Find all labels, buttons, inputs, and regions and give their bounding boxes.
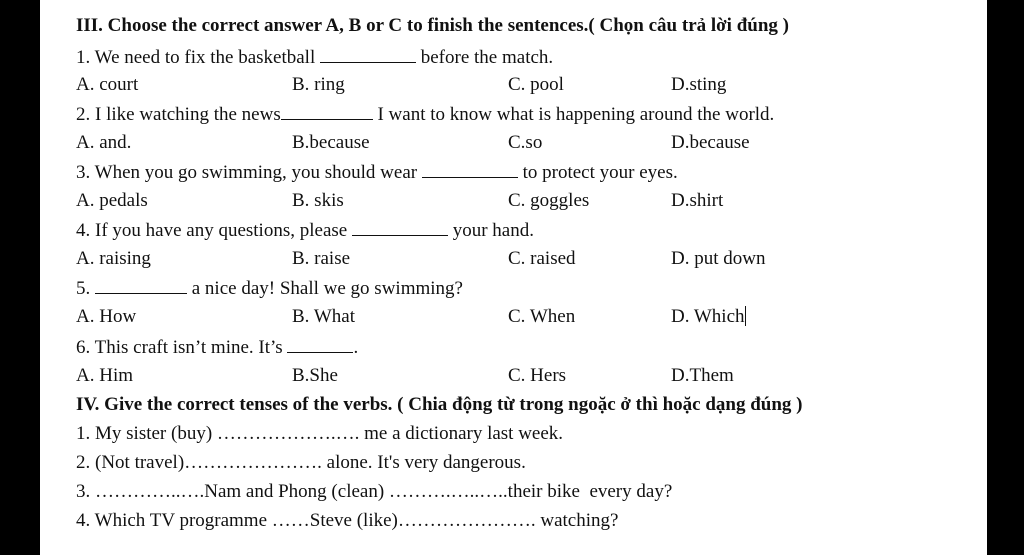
verb-item-1: 1. My sister (buy) ……………….…. me a dictionary last week. bbox=[76, 423, 564, 444]
q4-option-a: A. raising bbox=[76, 248, 151, 269]
question-6-text: 6. This craft isn’t mine. It’s bbox=[76, 337, 288, 358]
worksheet-page bbox=[40, 0, 987, 555]
answer-blank[interactable] bbox=[422, 161, 518, 178]
question-5 bbox=[76, 277, 463, 300]
answer-blank[interactable] bbox=[320, 46, 416, 63]
q3-option-b: B. skis bbox=[292, 190, 344, 211]
q5-option-d bbox=[671, 306, 746, 328]
question-2 bbox=[76, 103, 774, 126]
q6-option-b: B.She bbox=[292, 365, 338, 386]
question-4-text: 4. If you have any questions, please bbox=[76, 220, 352, 241]
q5-option-b: B. What bbox=[292, 306, 355, 327]
q1-option-d: D.sting bbox=[671, 74, 727, 95]
q6-option-a: A. Him bbox=[76, 365, 133, 386]
q3-option-c: C. goggles bbox=[508, 190, 590, 211]
q2-option-b: B.because bbox=[292, 132, 370, 153]
answer-blank[interactable] bbox=[95, 277, 187, 294]
q4-option-d: D. put down bbox=[671, 248, 766, 269]
question-3 bbox=[76, 161, 678, 184]
q3-option-a: A. pedals bbox=[76, 190, 148, 211]
answer-blank[interactable] bbox=[287, 336, 353, 353]
question-4-tail: your hand. bbox=[447, 220, 534, 241]
question-1-text: 1. We need to fix the basketball bbox=[76, 47, 320, 68]
answer-blank[interactable] bbox=[281, 103, 373, 120]
question-3-text: 3. When you go swimming, you should wear bbox=[76, 162, 422, 183]
question-6 bbox=[76, 336, 358, 359]
question-5-text: 5. bbox=[76, 278, 95, 299]
question-6-tail: . bbox=[353, 337, 359, 358]
verb-item-4: 4. Which TV programme ……Steve (like)…………………. watching? bbox=[76, 510, 619, 531]
q6-option-d: D.Them bbox=[671, 365, 734, 386]
q2-option-a: A. and. bbox=[76, 132, 132, 153]
question-4 bbox=[76, 219, 534, 242]
q3-option-d: D.shirt bbox=[671, 190, 724, 211]
q1-option-b: B. ring bbox=[292, 74, 345, 95]
question-2-tail: I want to know what is happening around the world. bbox=[372, 104, 775, 125]
verb-item-3: 3. …………..….Nam and Phong (clean) ……….…..…..their bike every day? bbox=[76, 481, 673, 502]
answer-blank[interactable] bbox=[352, 219, 448, 236]
q6-option-c: C. Hers bbox=[508, 365, 567, 386]
question-5-tail: a nice day! Shall we go swimming? bbox=[187, 278, 463, 299]
q5-option-d-text: D. Which bbox=[671, 306, 745, 327]
question-1-tail: before the match. bbox=[416, 47, 554, 68]
question-2-text: 2. I like watching the news bbox=[76, 104, 281, 125]
text-cursor bbox=[745, 306, 746, 326]
q2-option-d: D.because bbox=[671, 132, 750, 153]
question-3-tail: to protect your eyes. bbox=[517, 162, 678, 183]
section-3-heading: III. Choose the correct answer A, B or C to finish the sentences.( Chọn câu trả lời đúng ) bbox=[76, 15, 789, 36]
q1-option-a: A. court bbox=[76, 74, 139, 95]
q4-option-c: C. raised bbox=[508, 248, 576, 269]
q1-option-c: C. pool bbox=[508, 74, 564, 95]
section-4-heading: IV. Give the correct tenses of the verbs. ( Chia động từ trong ngoặc ở thì hoặc dạng đúng ) bbox=[76, 394, 803, 415]
q4-option-b: B. raise bbox=[292, 248, 351, 269]
q5-option-c: C. When bbox=[508, 306, 576, 327]
q2-option-c: C.so bbox=[508, 132, 543, 153]
question-1 bbox=[76, 46, 553, 69]
q5-option-a: A. How bbox=[76, 306, 137, 327]
verb-item-2: 2. (Not travel)…………………. alone. It's very dangerous. bbox=[76, 452, 526, 473]
